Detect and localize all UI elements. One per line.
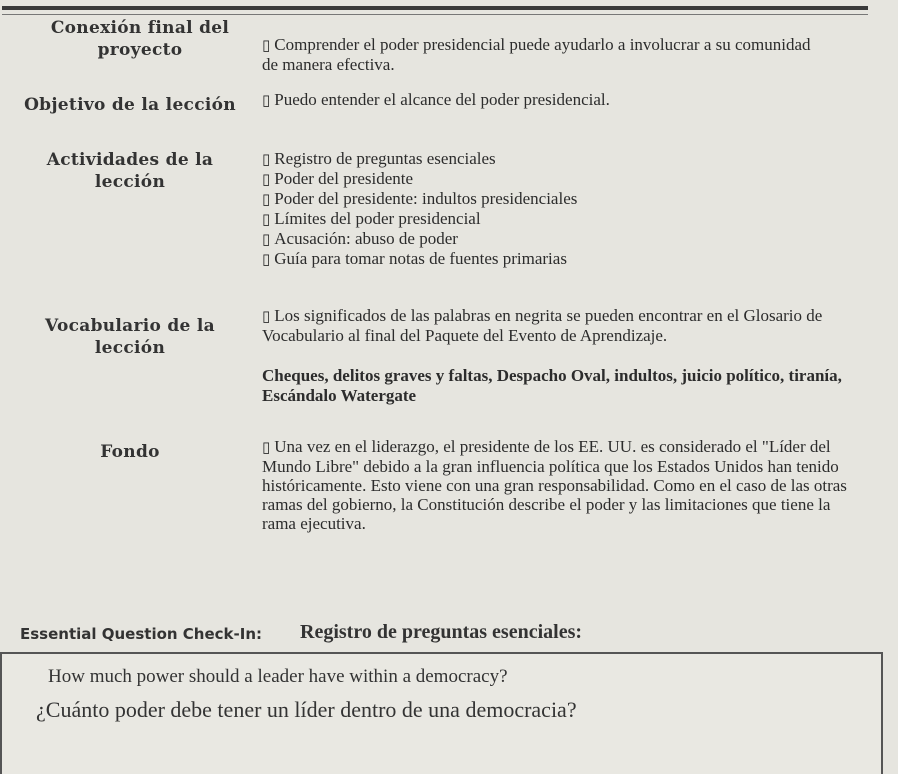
- top-rule: [2, 6, 868, 10]
- objetivo-content: [262, 90, 822, 110]
- list-item: ▯ Poder del presidente: [262, 169, 414, 188]
- checkbox-icon: ▯: [262, 307, 271, 325]
- list-item: ▯ Poder del presidente: indultos presidenciales: [262, 189, 578, 208]
- list-item: ▯ Registro de preguntas esenciales: [262, 149, 496, 168]
- checkbox-icon: ▯: [262, 36, 271, 54]
- question-english: How much power should a leader have within a democracy?: [48, 666, 508, 687]
- essential-question-title: Registro de preguntas esenciales:: [300, 621, 583, 643]
- objetivo-label: Objetivo de la lección: [24, 95, 236, 115]
- fondo-text: Una vez en el liderazgo, el presidente de los EE. UU. es considerado el "Líder del Mundo Libre" debido a la gran influencia política que los Estados Unidos han tenido históricamente. Esto viene con una gran responsabilidad. Como en el caso de las otras ramas del gobierno, la Constitución describe el poder y las limitaciones que tiene la rama ejecutiva.: [262, 437, 847, 533]
- vocabulario-intro-text: Los significados de las palabras en negrita se pueden encontrar en el Glosario de Vocabulario al final del Paquete del Evento de Aprendizaje.: [262, 306, 823, 345]
- actividades-label: Actividades de la lección: [46, 150, 214, 192]
- checkbox-icon: ▯: [262, 250, 271, 268]
- checkbox-icon: ▯: [262, 210, 271, 228]
- checkbox-icon: ▯: [262, 150, 271, 168]
- conexion-text: Comprender el poder presidencial puede ayudarlo a involucrar a su comunidad de manera efectiva.: [262, 35, 811, 74]
- list-item: ▯ Límites del poder presidencial: [262, 209, 481, 228]
- checkbox-icon: ▯: [262, 91, 271, 109]
- top-rule-thin: [2, 14, 868, 15]
- vocabulario-intro: [262, 306, 882, 345]
- essential-question-label: Essential Question Check-In:: [20, 625, 263, 643]
- conexion-content: [262, 35, 822, 74]
- vocabulario-label: Vocabulario de la lección: [45, 316, 215, 358]
- objetivo-text: Puedo entender el alcance del poder presidencial.: [274, 90, 610, 109]
- list-item: ▯ Guía para tomar notas de fuentes primarias: [262, 249, 567, 268]
- checkbox-icon: ▯: [262, 190, 271, 208]
- checkbox-icon: ▯: [262, 438, 271, 456]
- conexion-label: Conexión final del proyecto: [50, 18, 230, 60]
- fondo-content: [262, 437, 860, 533]
- checkbox-icon: ▯: [262, 170, 271, 188]
- actividades-list: [262, 149, 862, 269]
- vocabulario-terms: Cheques, delitos graves y faltas, Despacho Oval, indultos, juicio político, tiranía, Escándalo Watergate: [262, 366, 842, 405]
- question-spanish: ¿Cuánto poder debe tener un líder dentro de una democracia?: [36, 697, 577, 722]
- list-item: ▯ Acusación: abuso de poder: [262, 229, 458, 248]
- fondo-label: Fondo: [100, 442, 160, 462]
- checkbox-icon: ▯: [262, 230, 271, 248]
